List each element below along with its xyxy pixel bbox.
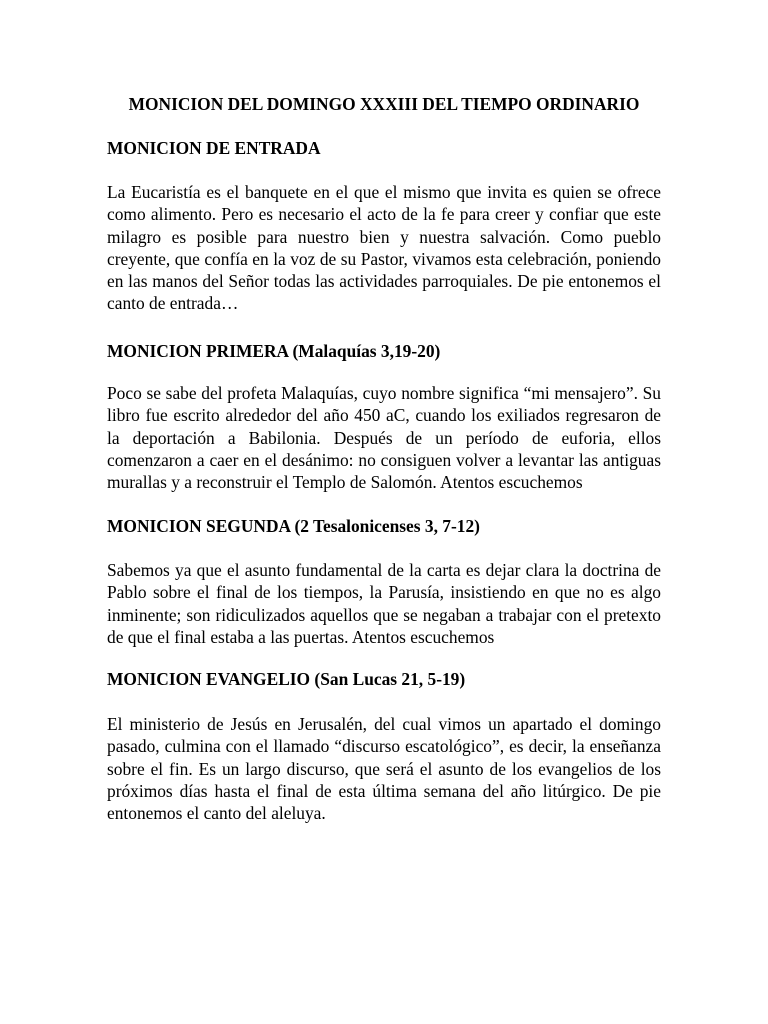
document-title: MONICION DEL DOMINGO XXXIII DEL TIEMPO ORDINARIO bbox=[128, 94, 640, 114]
section-heading-primera: MONICION PRIMERA (Malaquías 3,19-20) bbox=[107, 341, 441, 361]
section-heading-evangelio: MONICION EVANGELIO (San Lucas 21, 5-19) bbox=[107, 669, 466, 689]
section-heading-entrada: MONICION DE ENTRADA bbox=[107, 138, 321, 158]
section-text-evangelio: El ministerio de Jesús en Jerusalén, del cual vimos un apartado el domingo pasado, culmina con el llamado “discurso escatológico”, es decir, la enseñanza sobre el fin. Es un largo discurso, que será el asunto de los evangelios de los próximos días hasta el final de esta última semana del año litúrgico. De pie entonemos el canto del aleluya. bbox=[107, 714, 661, 824]
section-heading-segunda: MONICION SEGUNDA (2 Tesalonicenses 3, 7-12) bbox=[107, 516, 480, 536]
section-text-entrada: La Eucaristía es el banquete en el que el mismo que invita es quien se ofrece como alimento. Pero es necesario el acto de la fe para creer y confiar que este milagro es posible para nuestro bien y nuestra salvación. Como pueblo creyente, que confía en la voz de su Pastor, vivamos esta celebración, poniendo en las manos del Señor todas las actividades parroquiales. De pie entonemos el canto de entrada… bbox=[107, 182, 661, 314]
section-text-segunda: Sabemos ya que el asunto fundamental de la carta es dejar clara la doctrina de Pablo sobre el final de los tiempos, la Parusía, insistiendo en que no es algo inminente; son ridiculizados aquellos que se negaban a trabajar con el pretexto de que el final estaba a las puertas. Atentos escuchemos bbox=[107, 560, 661, 647]
section-text-primera: Poco se sabe del profeta Malaquías, cuyo nombre significa “mi mensajero”. Su libro fue escrito alrededor del año 450 aC, cuando los exiliados regresaron de la deportación a Babilonia. Después de un período de euforia, ellos comenzaron a caer en el desánimo: no consiguen volver a levantar las antiguas murallas y a reconstruir el Templo de Salomón. Atentos escuchemos bbox=[107, 383, 661, 493]
